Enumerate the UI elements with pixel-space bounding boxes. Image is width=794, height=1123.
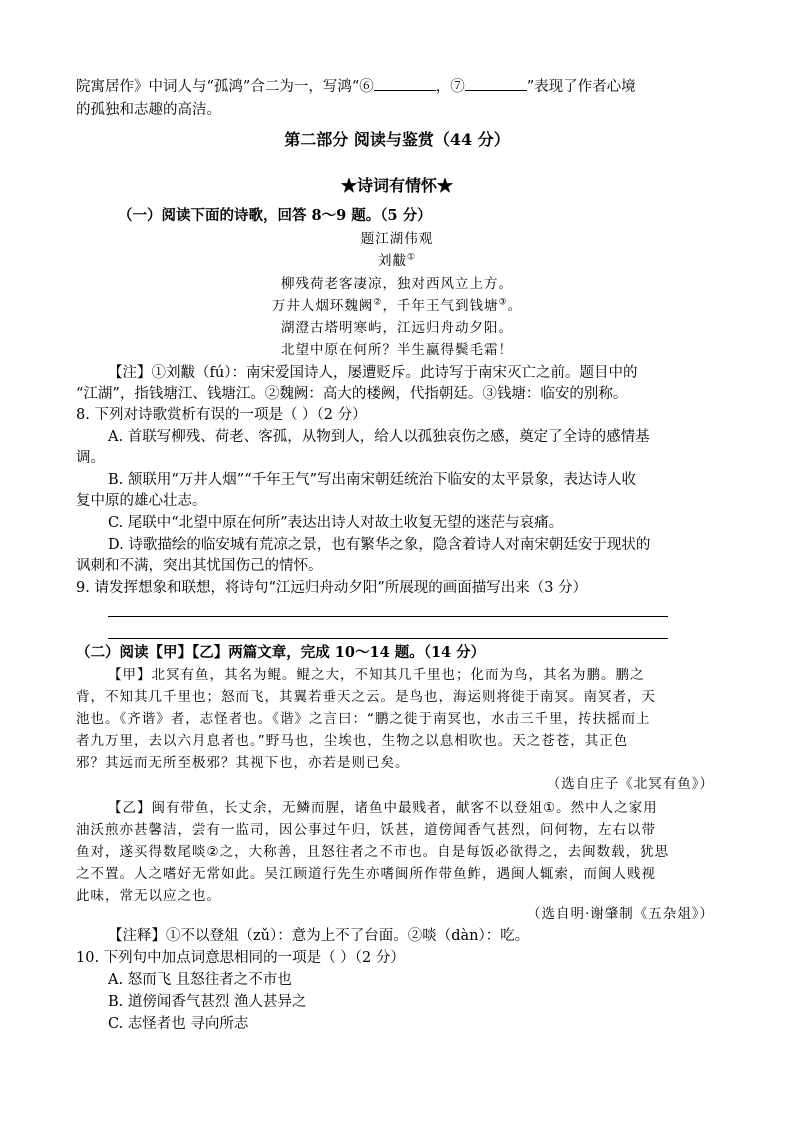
question-9: 9. 请发挥想象和联想，将诗句“江远归舟动夕阳”所展现的画面描写出来（3 分） <box>76 580 588 596</box>
question-10: 10. 下列句中加点词意思相同的一项是（ ）（2 分） <box>76 950 405 966</box>
q8-option-b-1[interactable]: B. 颔联用“万井人烟”“千年王气”写出南宋朝廷统治下临安的太平景象，表达诗人收 <box>108 472 637 488</box>
intro-text-c: ”表现了作者心境 <box>526 79 636 95</box>
jia-line-3: 池也。《齐谐》者，志怪者也。《谐》之言曰：“鹏之徙于南冥也，水击三千里，抟扶摇而上 <box>76 711 651 727</box>
author-note-mark: ① <box>406 252 417 263</box>
q10-option-a[interactable]: A. 怒而飞 且怒往者之不市也 <box>108 972 292 988</box>
poem-note-line-2: “江湖”，指钱塘江、钱塘江。②魏阙：高大的楼阙，代指朝廷。③钱塘：临安的别称。 <box>76 386 628 402</box>
poem-title: 题江湖伟观 <box>360 231 434 247</box>
yi-line-2: 油沃煎亦甚馨洁，尝有一监司，因公事过午归，饫甚，道傍闻香气甚烈，问何物，左右以带 <box>76 822 656 838</box>
part-title: 第二部分 阅读与鉴赏（44 分） <box>284 130 510 149</box>
question-8: 8. 下列对诗歌赏析有误的一项是（ ）（2 分） <box>76 407 367 423</box>
q2-heading: （二）阅读【甲】【乙】两篇文章，完成 10～14 题。（14 分） <box>76 644 486 661</box>
answer-line-2[interactable] <box>108 638 668 639</box>
q10-option-c[interactable]: C. 志怪者也 寻向所志 <box>108 1016 249 1032</box>
yi-source: （选自明·谢肇制《五杂俎》） <box>526 906 714 922</box>
poem-line-2-b: ，千年王气到钱塘 <box>382 298 499 314</box>
poem-line-3: 湖澄古塔明寒屿，江远归舟动夕阳。 <box>281 320 513 336</box>
poem-line-2 <box>0 296 794 316</box>
q8-option-a-2: 调。 <box>76 450 105 466</box>
poem-author <box>0 251 794 271</box>
q8-option-a-1[interactable]: A. 首联写柳残、荷老、客孤，从物到人，给人以孤独哀伤之感，奠定了全诗的感情基 <box>108 429 650 445</box>
intro-text-a: 院寓居作》中词人与“孤鸿”合二为一，写鸿“⑥ <box>76 79 374 95</box>
q8-option-d-1[interactable]: D. 诗歌描绘的临安城有荒凉之景，也有繁华之象，隐含着诗人对南宋朝廷安于现状的 <box>108 537 651 553</box>
jia-source: （选自庄子《北冥有鱼》） <box>546 776 714 792</box>
blank-7[interactable] <box>465 76 527 91</box>
note-mark-2: ② <box>373 297 383 308</box>
q8-option-c[interactable]: C. 尾联中“北望中原在何所”表达出诗人对故土收复无望的迷茫与哀痛。 <box>108 515 564 531</box>
poem-line-2-a: 万井人烟环魏阙 <box>271 298 374 314</box>
author-name: 刘黻 <box>377 253 407 269</box>
yi-line-4: 之不置。人之嗜好无常如此。吴江顾道行先生亦嗜闽所作带鱼鲊，遇闽人辄索，而闽人贱视 <box>76 866 656 882</box>
q8-option-b-2: 复中原的雄心壮志。 <box>76 493 207 509</box>
poem-line-2-c: 。 <box>507 298 523 314</box>
jia-line-1: 【甲】北冥有鱼，其名为鲲。鲲之大，不知其几千里也；化而为鸟，其名为鹏。鹏之 <box>108 667 645 683</box>
q10-option-b[interactable]: B. 道傍闻香气甚烈 渔人甚异之 <box>108 994 307 1010</box>
jia-line-2: 背，不知其几千里也；怒而飞，其翼若垂天之云。是鸟也，海运则将徙于南冥。南冥者，天 <box>76 689 656 705</box>
intro-text-b: ，⑦ <box>435 79 465 95</box>
blank-6[interactable] <box>374 76 436 91</box>
reading-note: 【注释】①不以登俎（zǔ）：意为上不了台面。②啖（dàn）：吃。 <box>108 928 530 944</box>
note-mark-3: ③ <box>498 297 508 308</box>
yi-line-1: 【乙】闽有带鱼，长丈余，无鳞而腥，诸鱼中最贱者，献客不以登俎①。然中人之家用 <box>108 800 658 816</box>
jia-line-5: 邪？其远而无所至极邪？其视下也，亦若是则已矣。 <box>76 755 410 771</box>
jia-line-4: 者九万里，去以六月息者也。”野马也，尘埃也，生物之以息相吹也。天之苍苍，其正色 <box>76 733 629 749</box>
poem-line-4: 北望中原在何所？半生赢得鬓毛霜！ <box>281 342 513 358</box>
q1-heading: （一）阅读下面的诗歌，回答 8～9 题。（5 分） <box>118 207 432 224</box>
yi-line-3: 鱼对，遂买得数尾啖②之，大称善，且怒往者之不市也。自是每饭必欲得之，去闽数载，犹思 <box>76 844 670 860</box>
intro-line-1 <box>76 76 636 97</box>
poem-note-line-1: 【注】①刘黻（fú）：南宋爱国诗人，屡遭贬斥。此诗写于南宋灭亡之前。题目中的 <box>108 365 638 381</box>
section-title: ★诗词有情怀★ <box>340 176 453 195</box>
intro-line-2: 的孤独和志趣的高洁。 <box>76 102 221 118</box>
answer-line-1[interactable] <box>108 616 668 617</box>
q8-option-d-2: 讽刺和不满，突出其忧国伤己的情怀。 <box>76 558 323 574</box>
poem-line-1: 柳残荷老客凄凉，独对西风立上方。 <box>281 276 513 292</box>
yi-line-5: 此味，常无以应之也。 <box>76 888 221 904</box>
